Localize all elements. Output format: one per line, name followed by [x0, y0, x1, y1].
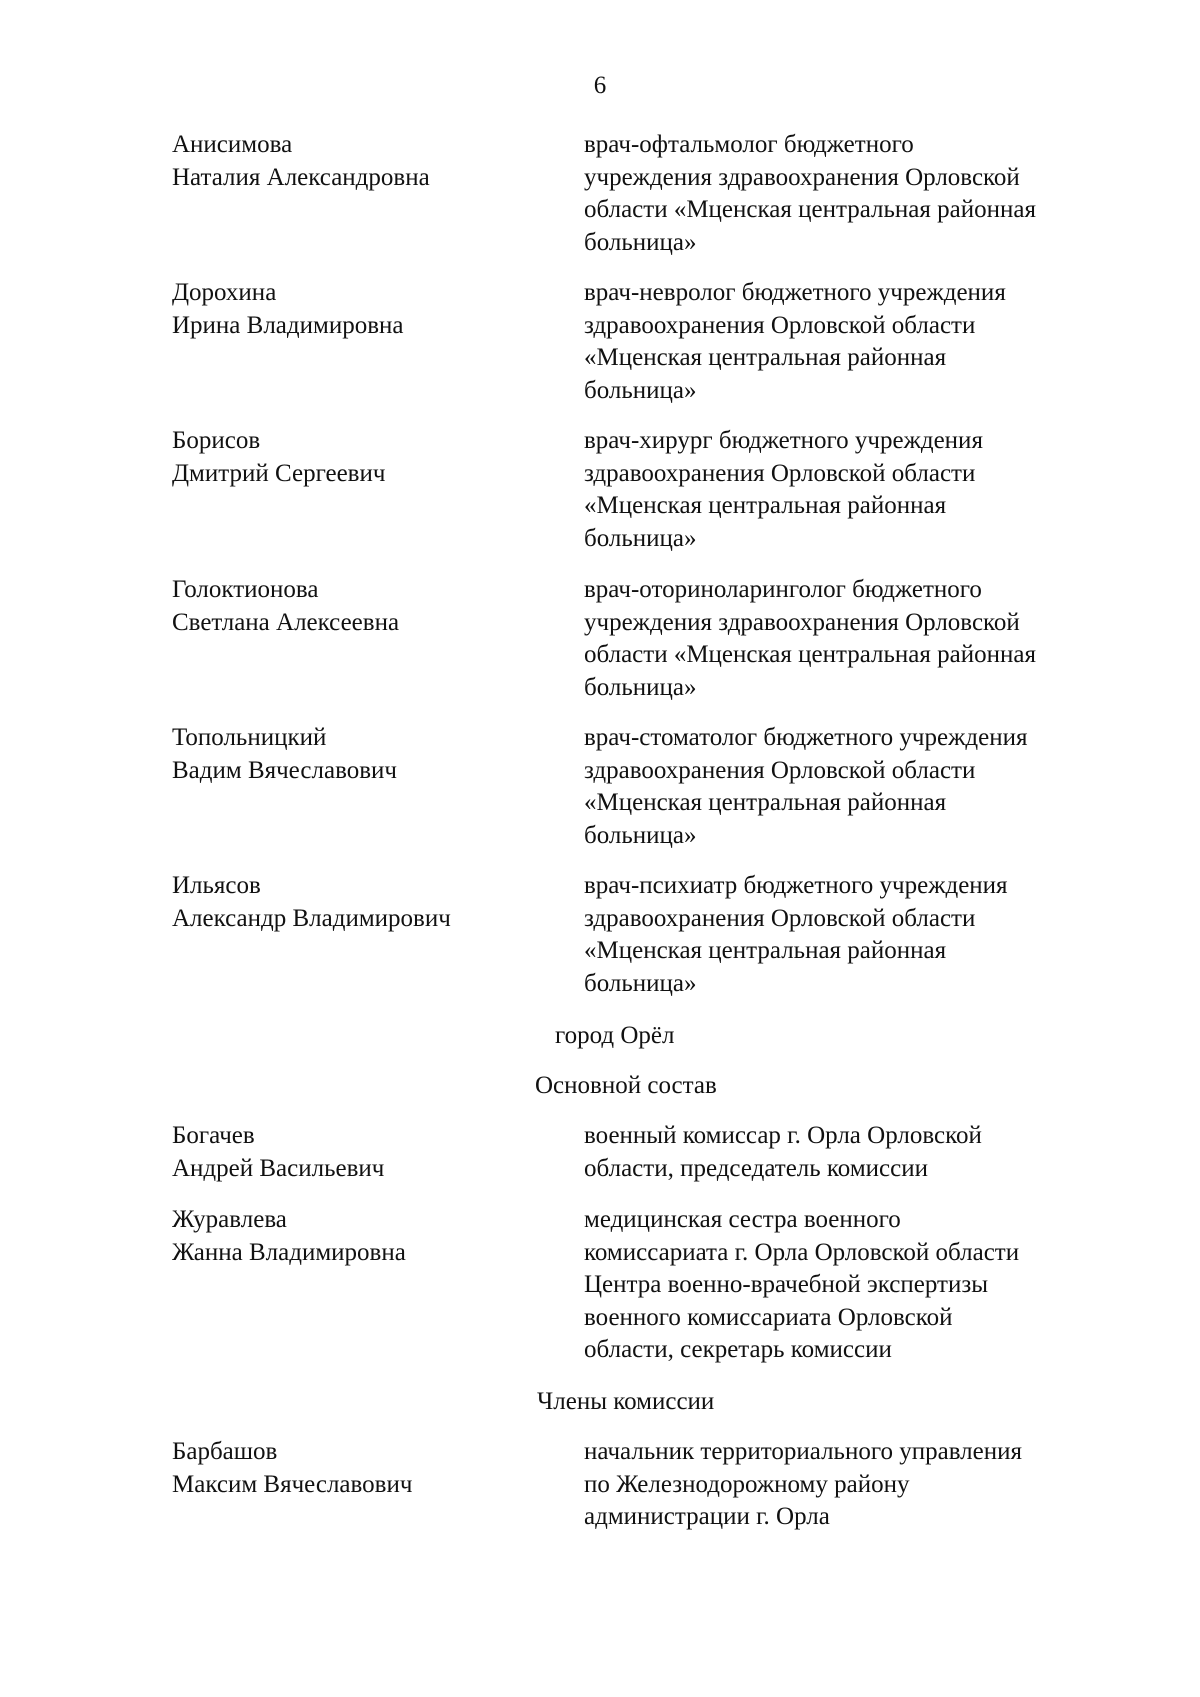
member-surname: Голоктионова	[172, 576, 319, 603]
member-position	[584, 277, 1144, 407]
main-staff-heading: Основной состав	[535, 1072, 717, 1099]
page-number: 6	[593, 72, 607, 99]
member-position	[584, 425, 1144, 555]
member-position	[584, 1204, 1144, 1367]
position-line: здравоохранения Орловской области	[584, 459, 976, 487]
member-position	[584, 1120, 1144, 1185]
member-name	[172, 1204, 572, 1269]
position-line: администрации г. Орла	[584, 1503, 830, 1530]
member-given-names: Андрей Васильевич	[172, 1154, 385, 1182]
position-line: здравоохранения Орловской области	[584, 756, 976, 784]
member-name	[172, 722, 572, 787]
position-line: «Мценская центральная районная	[584, 344, 947, 371]
member-surname: Борисов	[172, 427, 261, 454]
member-position	[584, 574, 1144, 704]
position-line: здравоохранения Орловской области	[584, 904, 976, 932]
position-line: области «Мценская центральная районная	[584, 196, 1036, 223]
position-line: больница»	[584, 376, 697, 404]
position-line: врач-психиатр бюджетного учреждения	[584, 872, 1008, 899]
position-line: больница»	[584, 673, 697, 701]
position-line: «Мценская центральная районная	[584, 789, 947, 816]
member-name	[172, 870, 572, 935]
position-line: «Мценская центральная районная	[584, 937, 947, 964]
position-line: области, председатель комиссии	[584, 1154, 928, 1182]
position-line: больница»	[584, 524, 697, 552]
position-line: начальник территориального управления	[584, 1438, 1023, 1465]
member-given-names: Александр Владимирович	[172, 904, 451, 932]
position-line: военный комиссар г. Орла Орловской	[584, 1122, 982, 1149]
position-line: больница»	[584, 228, 697, 256]
member-name	[172, 277, 572, 342]
position-line: медицинская сестра военного	[584, 1206, 901, 1233]
member-surname: Ильясов	[172, 872, 261, 899]
position-line: врач-невролог бюджетного учреждения	[584, 279, 1006, 306]
member-given-names: Вадим Вячеславович	[172, 756, 397, 784]
member-position	[584, 870, 1144, 1000]
member-name	[172, 574, 572, 639]
member-given-names: Жанна Владимировна	[172, 1238, 406, 1266]
member-position	[584, 129, 1144, 259]
position-line: врач-офтальмолог бюджетного	[584, 131, 914, 158]
position-line: области, секретарь комиссии	[584, 1336, 892, 1363]
position-line: врач-оториноларинголог бюджетного	[584, 576, 982, 603]
position-line: по Железнодорожному району	[584, 1470, 910, 1498]
position-line: врач-стоматолог бюджетного учреждения	[584, 724, 1028, 751]
member-surname: Дорохина	[172, 279, 277, 306]
member-name	[172, 129, 572, 194]
position-line: области «Мценская центральная районная	[584, 641, 1036, 668]
position-line: комиссариата г. Орла Орловской области	[584, 1238, 1020, 1266]
position-line: врач-хирург бюджетного учреждения	[584, 427, 983, 454]
position-line: больница»	[584, 821, 697, 849]
member-given-names: Светлана Алексеевна	[172, 608, 400, 636]
member-surname: Богачев	[172, 1122, 255, 1149]
position-line: учреждения здравоохранения Орловской	[584, 608, 1020, 636]
position-line: здравоохранения Орловской области	[584, 311, 976, 339]
position-line: учреждения здравоохранения Орловской	[584, 163, 1020, 191]
member-given-names: Дмитрий Сергеевич	[172, 459, 386, 487]
position-line: военного комиссариата Орловской	[584, 1303, 953, 1331]
member-name	[172, 1120, 572, 1185]
city-heading: город Орёл	[555, 1022, 675, 1049]
member-surname: Журавлева	[172, 1206, 287, 1233]
position-line: Центра военно-врачебной экспертизы	[584, 1271, 988, 1298]
member-given-names: Ирина Владимировна	[172, 311, 404, 339]
member-given-names: Наталия Александровна	[172, 163, 430, 191]
member-name	[172, 1436, 572, 1501]
position-line: больница»	[584, 969, 697, 997]
member-given-names: Максим Вячеславович	[172, 1470, 413, 1498]
member-position	[584, 1436, 1144, 1534]
position-line: «Мценская центральная районная	[584, 492, 947, 519]
member-surname: Анисимова	[172, 131, 293, 158]
member-position	[584, 722, 1144, 852]
members-heading: Члены комиссии	[537, 1388, 715, 1415]
member-surname: Барбашов	[172, 1438, 278, 1465]
member-surname: Топольницкий	[172, 724, 327, 751]
member-name	[172, 425, 572, 490]
